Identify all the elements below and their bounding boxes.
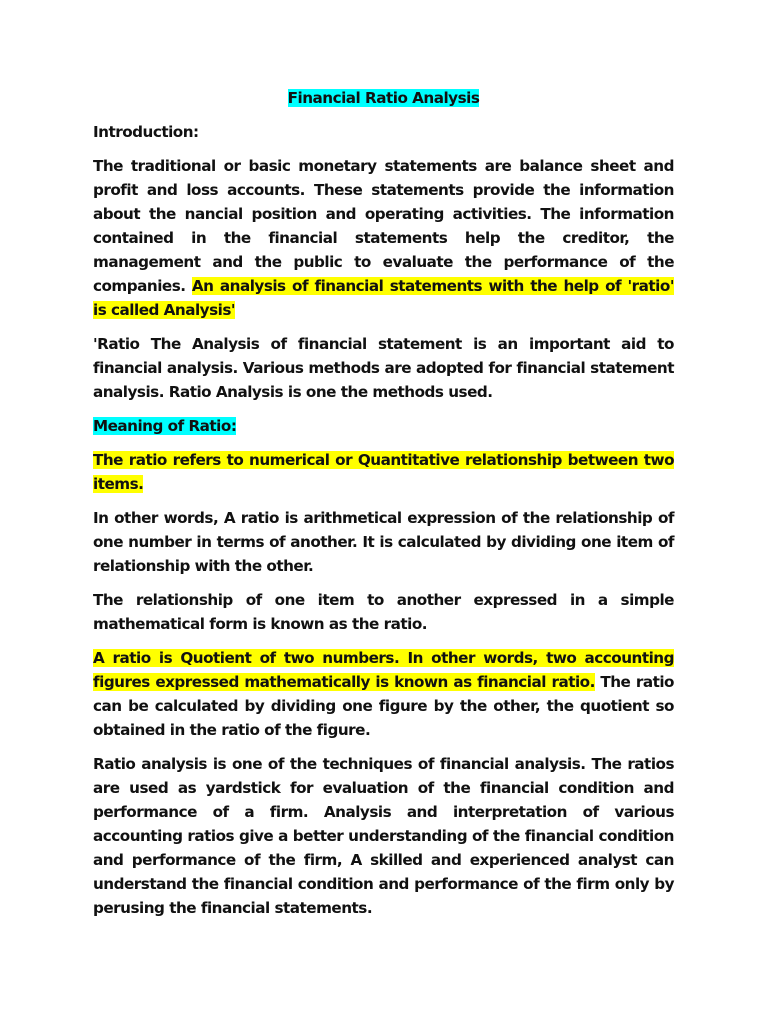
- document-title: Financial Ratio Analysis: [287, 89, 480, 107]
- quotient-highlight: A ratio is Quotient of two numbers. In other words, two accounting figures expressed mathematically is known as financial ratio.: [93, 649, 674, 691]
- document-page: [93, 86, 674, 930]
- meaning-heading-line: [93, 414, 674, 438]
- quotient-text: The ratio can be calculated by dividing one figure by the other, the quotient so obtained in the ratio of the figure.: [93, 673, 674, 739]
- relationship-paragraph: The relationship of one item to another expressed in a simple mathematical form is known as the ratio.: [93, 591, 674, 633]
- ratio-analysis-paragraph: 'Ratio The Analysis of financial statement is an important aid to financial analysis. Various methods are adopted for financial statement analysis. Ratio Analysis is one the methods used.: [93, 335, 674, 401]
- ratio-definition-paragraph: [93, 448, 674, 496]
- quotient-paragraph: [93, 646, 674, 742]
- other-words-paragraph: In other words, A ratio is arithmetical expression of the relationship of one number in terms of another. It is calculated by dividing one item of relationship with the other.: [93, 509, 674, 575]
- techniques-paragraph: Ratio analysis is one of the techniques of financial analysis. The ratios are used as yardstick for evaluation of the financial condition and performance of a firm. Analysis and interpretation of various accounting ratios give a better understanding of the financial condition and performance of the firm, A skilled and experienced analyst can understand the financial condition and performance of the firm only by perusing the financial statements.: [93, 755, 674, 917]
- intro-paragraph-highlight: An analysis of financial statements with the help of 'ratio' is called Analysis': [93, 277, 674, 319]
- ratio-definition-highlight: The ratio refers to numerical or Quantitative relationship between two items.: [93, 451, 674, 493]
- meaning-heading: Meaning of Ratio:: [93, 417, 237, 435]
- document-title-line: [93, 86, 674, 110]
- introduction-heading: Introduction:: [93, 123, 199, 141]
- intro-paragraph: [93, 154, 674, 322]
- intro-paragraph-text: The traditional or basic monetary statements are balance sheet and profit and loss accounts. These statements provide the information about the nancial position and operating activities. The information contained in the financial statements help the creditor, the management and the public to evaluate the performance of the companies.: [93, 157, 674, 295]
